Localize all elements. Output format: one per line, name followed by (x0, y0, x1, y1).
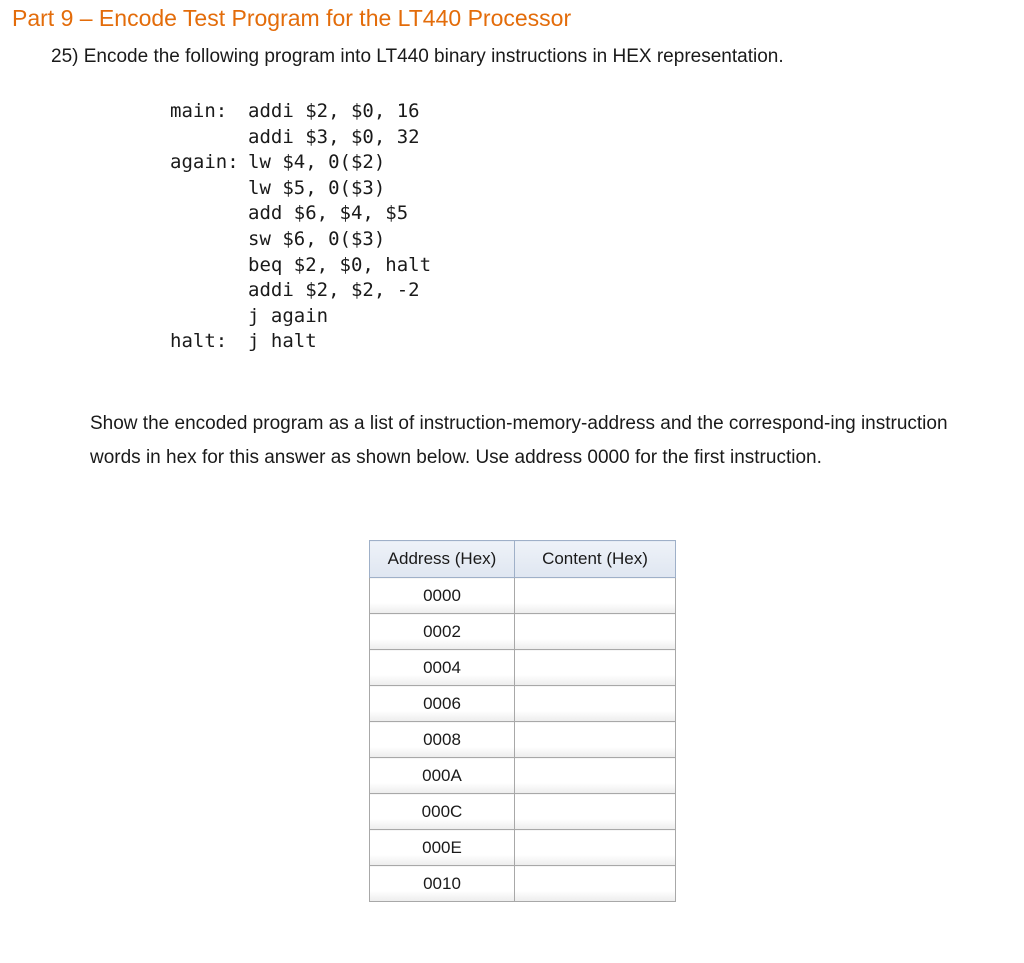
address-content-table (369, 540, 676, 902)
code-line (170, 227, 431, 253)
table-row (370, 686, 676, 722)
address-cell: 0006 (370, 686, 515, 722)
code-label (170, 201, 248, 227)
code-instruction: beq $2, $0, halt (248, 253, 432, 276)
code-instruction: addi $2, $0, 16 (248, 100, 420, 122)
table-row (370, 830, 676, 866)
code-label (170, 176, 248, 202)
code-instruction: addi $2, $2, -2 (248, 279, 420, 302)
address-cell: 0010 (370, 866, 515, 902)
table-header-row (370, 541, 676, 578)
code-label (170, 253, 248, 279)
code-line (170, 329, 431, 355)
content-cell[interactable] (515, 794, 676, 830)
code-label (170, 278, 248, 304)
code-line (170, 150, 431, 176)
code-label (170, 125, 248, 151)
code-line (170, 99, 431, 125)
address-cell: 000A (370, 758, 515, 794)
code-line (170, 125, 431, 151)
address-header: Address (Hex) (370, 541, 515, 578)
code-instruction: add $6, $4, $5 (248, 202, 409, 225)
instructions-paragraph: Show the encoded program as a list of instruction-memory-address and the correspond-ing instruction words in hex for this answer as shown below. Use address 0000 for the first instruction. (90, 413, 948, 468)
address-cell: 0002 (370, 614, 515, 650)
table-row (370, 866, 676, 902)
table-row (370, 578, 676, 614)
content-cell[interactable] (515, 650, 676, 686)
table-row (370, 722, 676, 758)
code-line (170, 278, 431, 304)
code-listing (170, 99, 431, 355)
question-text: 25) Encode the following program into LT440 binary instructions in HEX representation. (51, 46, 784, 67)
code-label (170, 304, 248, 330)
code-instruction: addi $3, $0, 32 (248, 125, 420, 148)
code-instruction: sw $6, 0($3) (248, 227, 386, 250)
content-cell[interactable] (515, 578, 676, 614)
content-header: Content (Hex) (515, 541, 676, 578)
address-cell: 000E (370, 830, 515, 866)
section-heading: Part 9 – Encode Test Program for the LT440 Processor (12, 5, 572, 31)
content-cell[interactable] (515, 722, 676, 758)
code-instruction: lw $5, 0($3) (248, 176, 386, 199)
table-row (370, 758, 676, 794)
table-row (370, 794, 676, 830)
code-instruction: j halt (248, 330, 317, 353)
address-cell: 000C (370, 794, 515, 830)
code-label: again: (170, 151, 239, 174)
code-instruction: lw $4, 0($2) (248, 151, 386, 174)
code-label: halt: (170, 330, 228, 353)
content-cell[interactable] (515, 830, 676, 866)
code-line (170, 253, 431, 279)
content-cell[interactable] (515, 686, 676, 722)
code-line (170, 201, 431, 227)
table-row (370, 614, 676, 650)
code-label: main: (170, 100, 228, 122)
code-instruction: j again (248, 304, 329, 327)
code-line (170, 304, 431, 330)
code-label (170, 227, 248, 253)
address-cell: 0000 (370, 578, 515, 614)
content-cell[interactable] (515, 866, 676, 902)
table-row (370, 650, 676, 686)
address-cell: 0008 (370, 722, 515, 758)
address-cell: 0004 (370, 650, 515, 686)
content-cell[interactable] (515, 614, 676, 650)
code-line (170, 176, 431, 202)
content-cell[interactable] (515, 758, 676, 794)
